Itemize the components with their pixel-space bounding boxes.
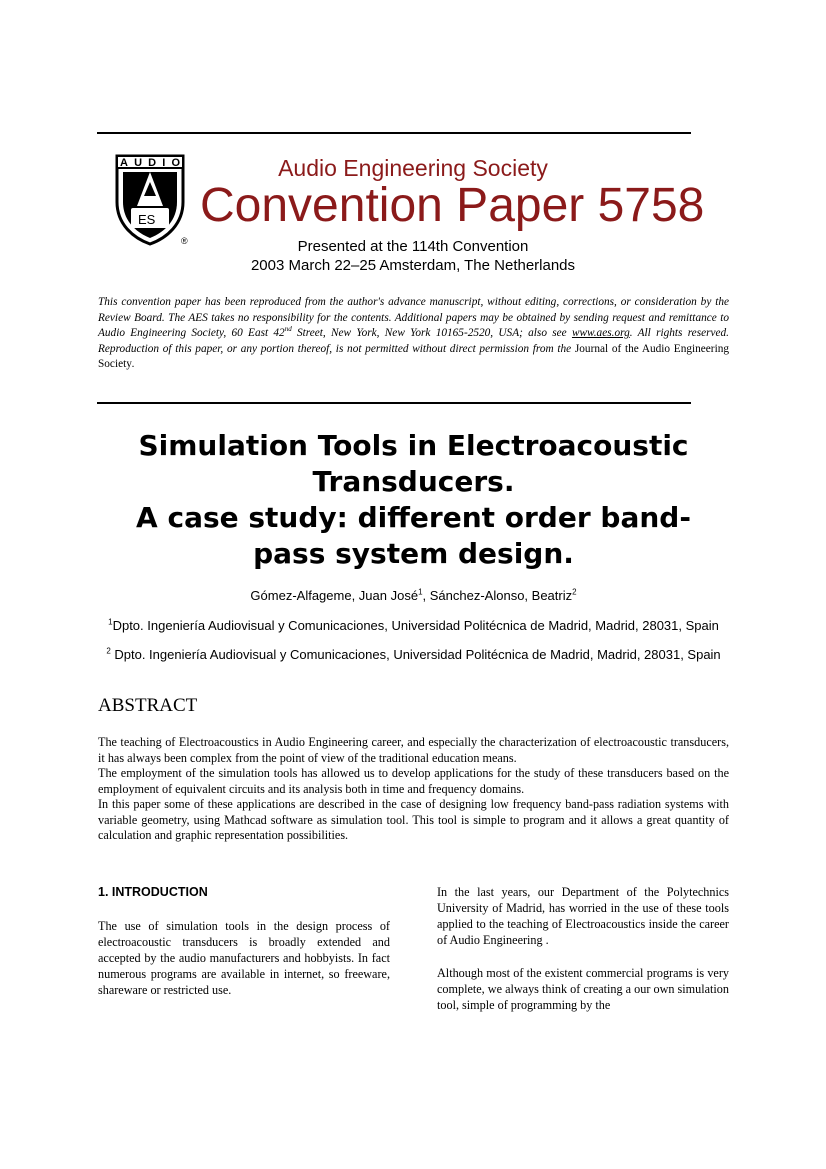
disclaimer-part-1: This convention paper has been reproduced from the author's advance manuscript, without editing, corrections, or consideration by the Review Board. The AES takes no responsibility for the contents. Additional papers may be obtained by sending request and remittance to Audio Engineering Society, 60 East 42 [98,296,729,339]
affiliation-1-mark: 1 [108,617,113,627]
author-2: Sánchez-Alonso, Beatriz [429,588,573,603]
aes-website-link[interactable]: www.aes.org [571,327,630,339]
abstract-body [98,735,729,844]
disclaimer-part-3: . All rights reserved. Reproduction of this paper, or any portion thereof, is not permitted without direct permission from the [98,327,730,355]
author-1-sup: 1 [418,587,423,597]
aes-logo-icon [113,152,193,248]
author-list [98,588,729,603]
affiliation-1-text: Dpto. Ingeniería Audiovisual y Comunicaciones, Universidad Politécnica de Madrid, Madrid, 28031, Spain [112,618,719,633]
disclaimer-part-2: Street, New York, New York 10165-2520, USA; also see [291,327,572,339]
convention-paper-title: Convention Paper 5758 [200,179,705,232]
left-column [98,884,390,998]
intro-right-paragraph-2: Although most of the existent commercial programs is very complete, we always think of creating a our own simulation tool, simple of programming by the [437,966,729,1012]
logo-bottom-text: ES [138,212,156,227]
presented-line-2: 2003 March 22–25 Amsterdam, The Netherlands [250,257,576,274]
author-2-sup: 2 [572,587,577,597]
logo-registered-mark: ® [181,236,188,246]
header-bottom-rule [97,402,691,404]
affiliation-2-text: Dpto. Ingeniería Audiovisual y Comunicaciones, Universidad Politécnica de Madrid, Madrid, 28031, Spain [110,647,721,662]
logo-top-text: AUDIO [120,157,180,169]
header-top-rule [97,132,691,134]
title-line-4: pass system design. [253,537,574,570]
affiliation-2 [98,647,729,662]
introduction-heading: 1. INTRODUCTION [98,885,208,899]
presented-info [228,237,598,275]
journal-name: Journal of the Audio Engineering Society [98,342,730,370]
title-line-1: Simulation Tools in Electroacoustic [138,429,689,462]
paper-title [98,428,729,572]
intro-left-paragraph-1: The use of simulation tools in the design process of electroacoustic transducers is broadly extended and accepted by the audio manufacturers and hobbyists. In fact numerous programs are available in internet, so freeware, shareware or restricted use. [98,919,390,997]
affiliation-1 [98,618,729,633]
author-separator: , [422,588,430,603]
affiliation-2-mark: 2 [106,646,111,656]
abstract-heading: ABSTRACT [98,695,198,716]
abstract-paragraph-2: The employment of the simulation tools has allowed us to develop applications for the study of these transducers based on the employment of equivalent circuits and its analysis both in time and frequency domains. [98,766,729,796]
disclaimer-text [98,295,729,373]
abstract-paragraph-3: In this paper some of these applications are described in the case of designing low frequency band-pass radiation systems with variable geometry, using Mathcad software as simulation tool. This tool is simple to program and it allows a great quantity of calculation and graphic representation possibilities. [98,797,729,842]
author-1: Gómez-Alfageme, Juan José [250,588,419,603]
abstract-paragraph-1: The teaching of Electroacoustics in Audio Engineering career, and especially the characterization of electroacoustic transducers, it has always been complex from the point of view of the traditional education means. [98,735,729,765]
title-line-2: Transducers. [312,465,515,498]
society-name: Audio Engineering Society [278,155,548,181]
disclaimer-part-4: . [131,358,135,370]
presented-line-1: Presented at the 114th Convention [297,238,529,255]
disclaimer-sup: nd [284,325,292,334]
title-line-3: A case study: different order band- [136,501,691,534]
right-column [437,884,729,1013]
intro-right-paragraph-1: In the last years, our Department of the Polytechnics University of Madrid, has worried in the use of these tools applied to the teaching of Electroacoustics inside the career of Audio Engineering . [437,885,729,947]
